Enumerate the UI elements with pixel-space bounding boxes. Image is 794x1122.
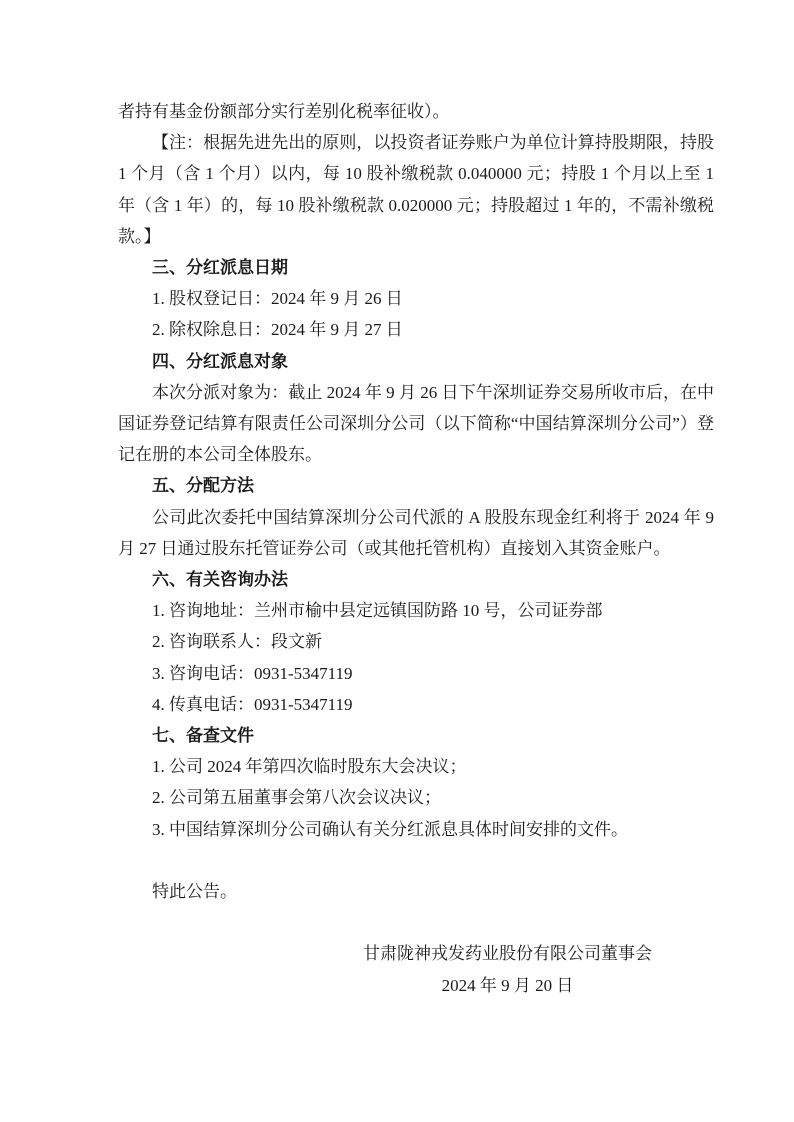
list-item-shareholder-meeting-resolution: 1. 公司 2024 年第四次临时股东大会决议； xyxy=(152,757,467,777)
list-item-csdc-confirmation: 3. 中国结算深圳分公司确认有关分红派息具体时间安排的文件。 xyxy=(152,819,628,839)
signature-date: 2024 年 9 月 20 日 xyxy=(441,975,574,995)
dividend-targets-paragraph: 本次分派对象为：截止 2024 年 9 月 26 日下午深圳证券交易所收市后，在中国证券登记结算有限责任公司深圳分公司（以下简称“中国结算深圳分公司”）登记在册的本公司全体股东。 xyxy=(118,382,714,465)
continuation-paragraph: 者持有基金份额部分实行差别化税率征收）。 xyxy=(118,102,450,121)
section-heading-dividend-targets: 四、分红派息对象 xyxy=(152,351,288,371)
list-item-board-meeting-resolution: 2. 公司第五届董事会第八次会议决议； xyxy=(152,788,441,808)
tax-note-paragraph: 【注：根据先进先出的原则，以投资者证券账户为单位计算持股期限，持股 1 个月（含 1 个月）以内，每 10 股补缴税款 0.040000 元；持股 1 个月以上至 1 年（含 1 年）的，每 10 股补缴税款 0.020000 元；持股超过 1 年的，不需补缴税款。】 xyxy=(118,133,714,246)
spacer xyxy=(118,845,714,876)
list-item-consult-contact: 2. 咨询联系人：段文新 xyxy=(152,632,322,652)
list-item-ex-dividend-date: 2. 除权除息日：2024 年 9 月 27 日 xyxy=(152,320,403,340)
closing-announcement: 特此公告。 xyxy=(152,882,237,902)
section-heading-consultation: 六、有关咨询办法 xyxy=(152,570,288,590)
section-heading-reference-documents: 七、备查文件 xyxy=(152,726,254,746)
signature-company: 甘肃陇神戎发药业股份有限公司董事会 xyxy=(363,944,652,964)
list-item-fax-phone: 4. 传真电话：0931-5347119 xyxy=(152,694,353,714)
signature-block xyxy=(363,938,652,1000)
distribution-method-paragraph: 公司此次委托中国结算深圳分公司代派的 A 股股东现金红利将于 2024 年 9 月 27 日通过股东托管证券公司（或其他托管机构）直接划入其资金账户。 xyxy=(118,507,714,558)
document-content xyxy=(118,96,714,1001)
list-item-consult-address: 1. 咨询地址：兰州市榆中县定远镇国防路 10 号，公司证券部 xyxy=(152,601,603,621)
list-item-record-date: 1. 股权登记日：2024 年 9 月 26 日 xyxy=(152,289,403,309)
spacer xyxy=(118,907,714,938)
section-heading-dividend-dates: 三、分红派息日期 xyxy=(152,258,288,278)
list-item-consult-phone: 3. 咨询电话：0931-5347119 xyxy=(152,663,353,683)
section-heading-distribution-method: 五、分配方法 xyxy=(152,476,254,496)
